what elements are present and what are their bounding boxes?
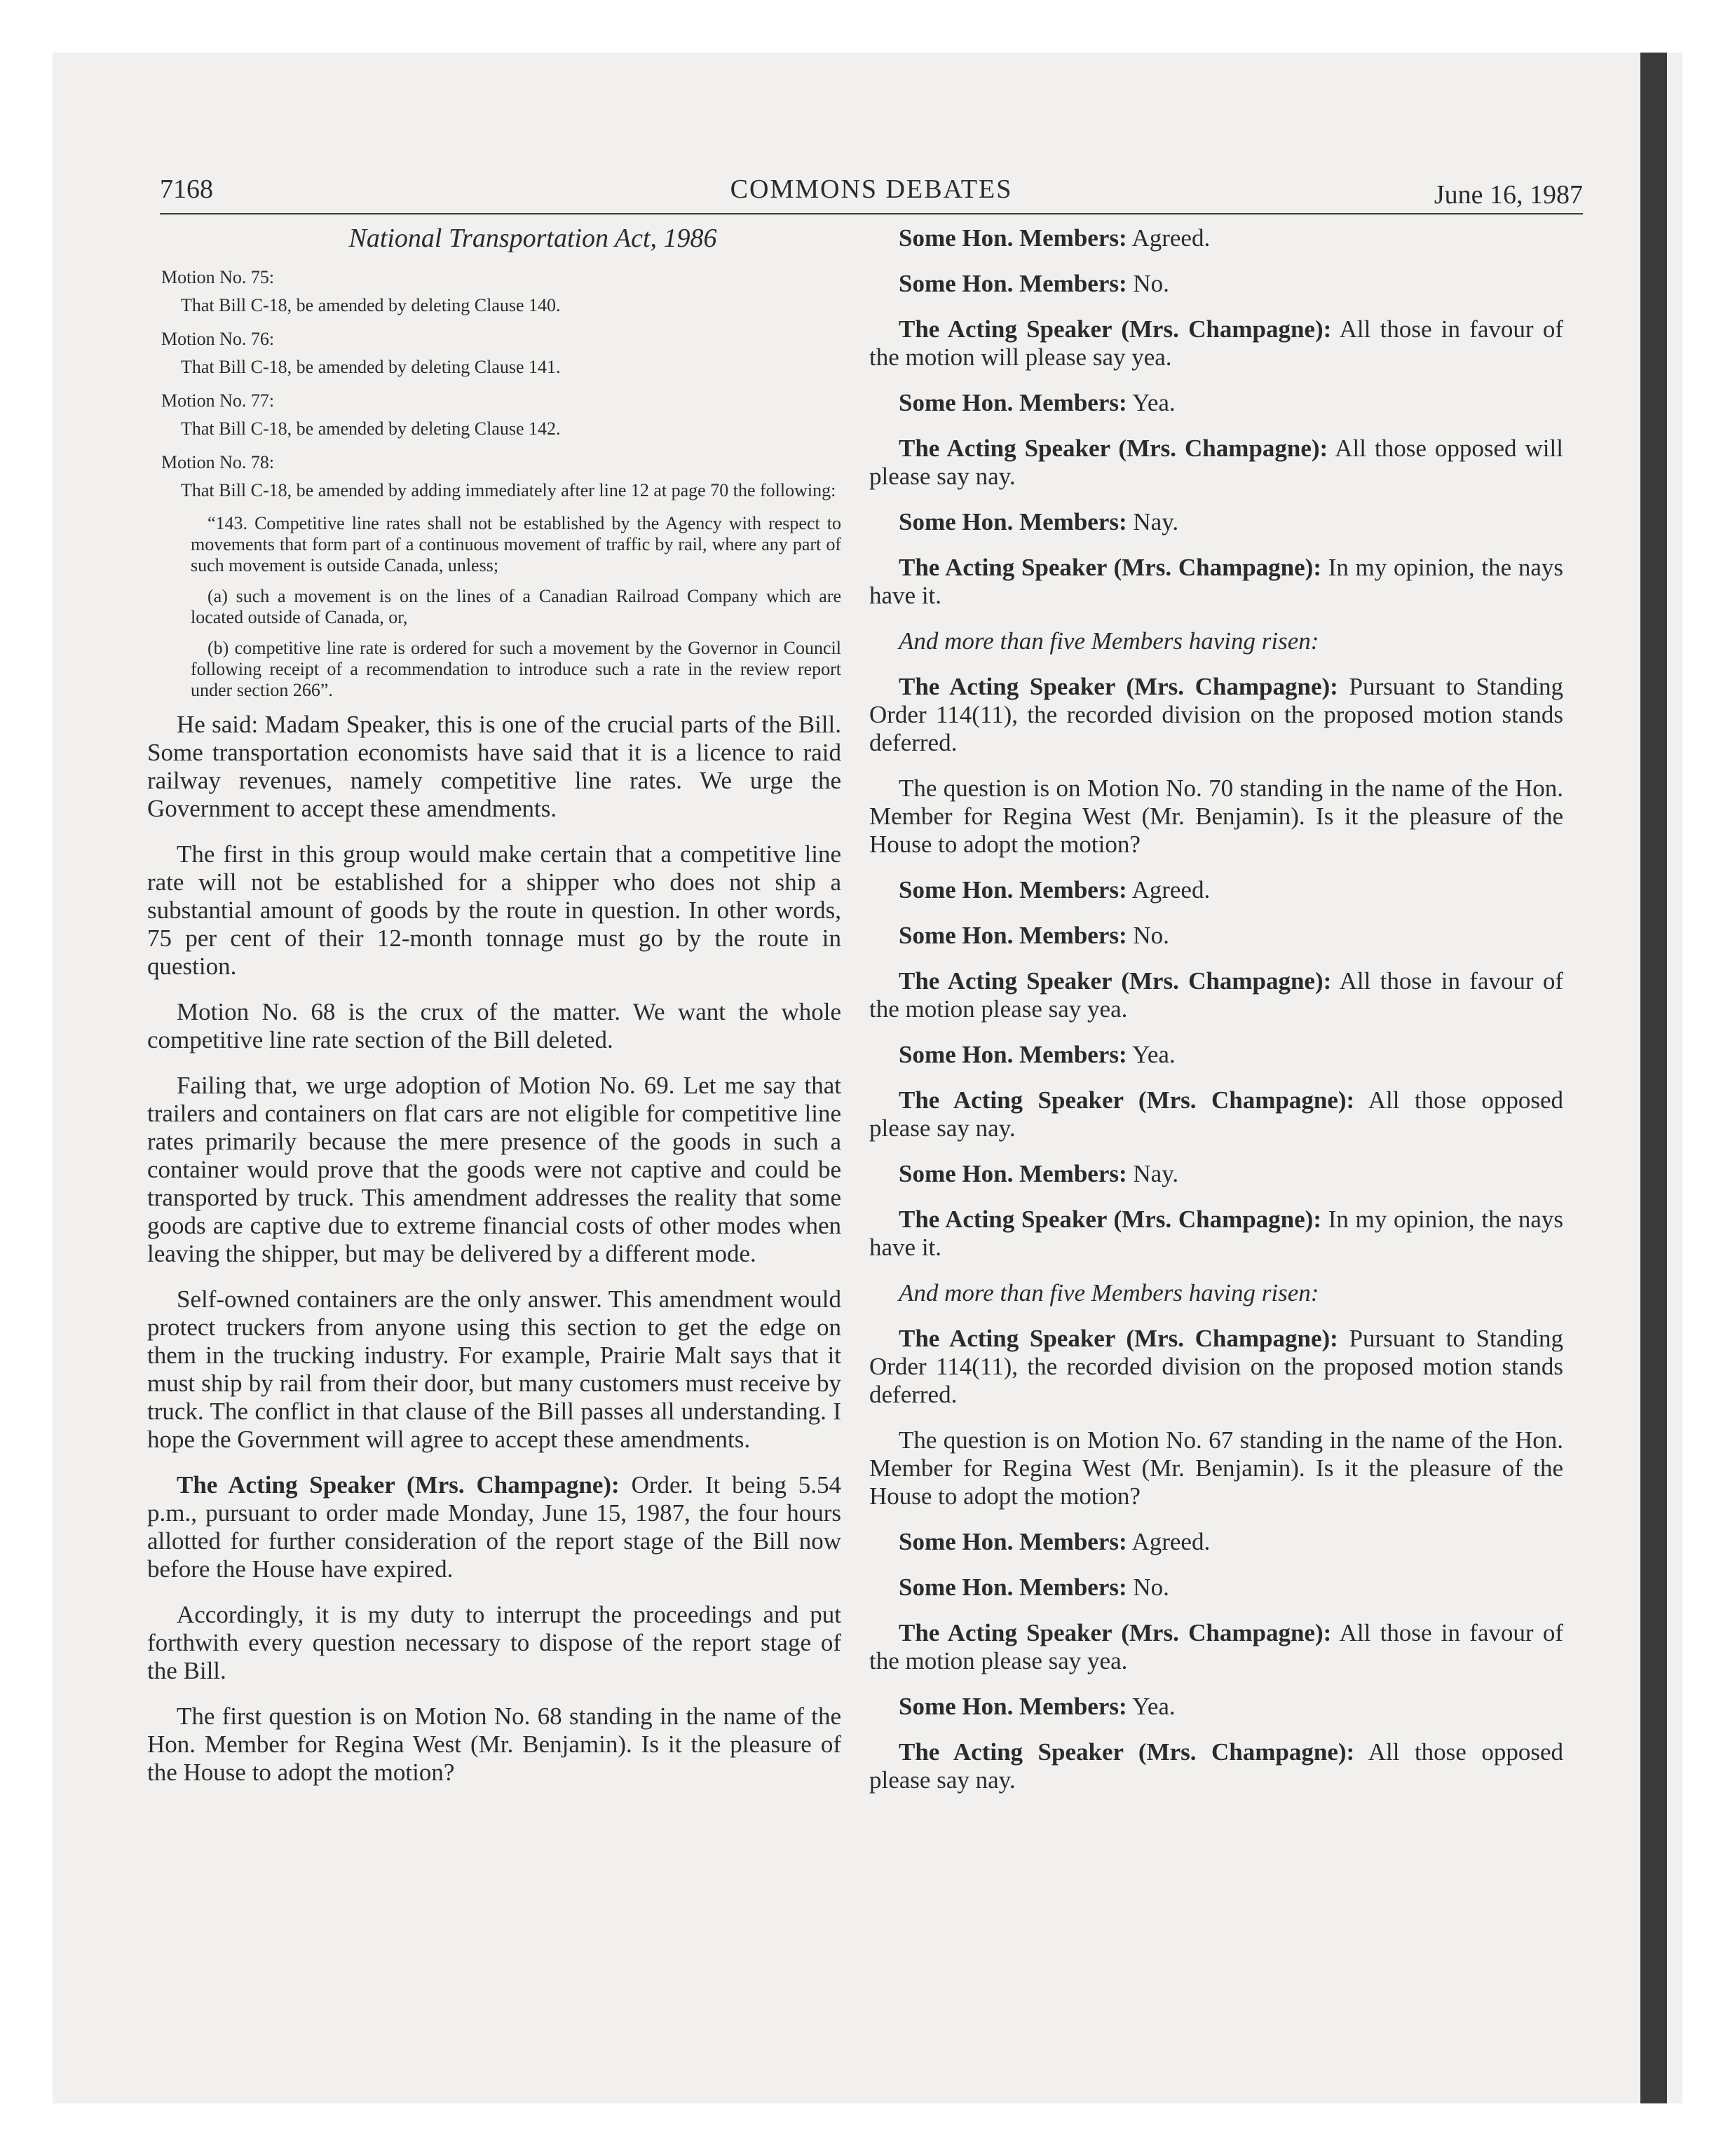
- speaker-name: The Acting Speaker (Mrs. Champagne):: [899, 554, 1321, 581]
- paragraph: The first question is on Motion No. 68 standing in the name of the Hon. Member for Regina West (Mr. Benjamin). Is it the pleasure of the House to adopt the motion?: [147, 1703, 841, 1786]
- speech-text: No.: [1133, 922, 1169, 949]
- speaker-name: The Acting Speaker (Mrs. Champagne):: [899, 1086, 1355, 1114]
- amendment-quote: “143. Competitive line rates shall not be established by the Agency with respect to movements that form part of a continuous movement of traffic by rail, where any part of such movement is outside Canada, unless;: [191, 513, 841, 575]
- speech-text: No.: [1133, 270, 1169, 297]
- speech-text: Yea.: [1132, 389, 1176, 416]
- speech: [869, 1528, 1563, 1556]
- speech-text: Agreed.: [1131, 1528, 1211, 1555]
- speaker-name: The Acting Speaker (Mrs. Champagne):: [177, 1471, 620, 1499]
- speaker-name: Some Hon. Members:: [899, 876, 1127, 903]
- motion-text: That Bill C-18, be amended by deleting Clause 140.: [181, 295, 561, 315]
- speaker-name: Some Hon. Members:: [899, 508, 1127, 535]
- speech: [869, 1693, 1563, 1721]
- paragraph: The question is on Motion No. 70 standing in the name of the Hon. Member for Regina West (Mr. Benjamin). Is it the pleasure of the House to adopt the motion?: [869, 775, 1563, 858]
- paragraph: Motion No. 68 is the crux of the matter. We want the whole competitive line rate section of the Bill deleted.: [147, 998, 841, 1053]
- motion-text: That Bill C-18, be amended by deleting Clause 141.: [181, 357, 561, 377]
- binding-edge: [1640, 53, 1667, 2103]
- speaker-name: Some Hon. Members:: [899, 1574, 1127, 1601]
- running-header: [160, 174, 1583, 214]
- speech: [869, 673, 1563, 757]
- speaker-name: Some Hon. Members:: [899, 1160, 1127, 1187]
- speaker-name: Some Hon. Members:: [899, 270, 1127, 297]
- motion-text: That Bill C-18, be amended by adding immediately after line 12 at page 70 the following:: [181, 480, 836, 500]
- motion-label: Motion No. 75:: [161, 267, 275, 287]
- speech-text: All those opposed please say nay.: [869, 1738, 1563, 1794]
- speaker-name: The Acting Speaker (Mrs. Champagne):: [899, 1206, 1321, 1233]
- speaker-name: Some Hon. Members:: [899, 1528, 1127, 1555]
- speech-text: Pursuant to Standing Order 114(11), the recorded division on the proposed motion stands deferred.: [869, 673, 1563, 756]
- speech: [869, 270, 1563, 298]
- speech: [869, 876, 1563, 904]
- speaker-name: Some Hon. Members:: [899, 389, 1127, 416]
- speech: [869, 224, 1563, 252]
- page-number: 7168: [160, 175, 213, 204]
- speech-text: Nay.: [1133, 508, 1179, 535]
- speech-text: No.: [1133, 1574, 1169, 1601]
- motion-label: Motion No. 77:: [161, 390, 275, 411]
- speaker-name: The Acting Speaker (Mrs. Champagne):: [899, 435, 1328, 462]
- clause-a: (a) such a movement is on the lines of a Canadian Railroad Company which are located outside of Canada, or,: [191, 586, 841, 627]
- speech-text: All those in favour of the motion please say yea.: [869, 967, 1563, 1023]
- speaker-name: The Acting Speaker (Mrs. Champagne):: [899, 1738, 1355, 1766]
- paragraph: The first in this group would make certain that a competitive line rate will not be established for a shipper who does not ship a substantial amount of goods by the route in question. In other words, 75 per cent of their 12-month tonnage must go by the route in question.: [147, 840, 841, 980]
- speech-text: Yea.: [1132, 1693, 1176, 1720]
- speaker-name: Some Hon. Members:: [899, 922, 1127, 949]
- speech: [869, 1619, 1563, 1675]
- speech-text: Pursuant to Standing Order 114(11), the recorded division on the proposed motion stands deferred.: [869, 1325, 1563, 1408]
- speech: [869, 1160, 1563, 1188]
- speech: [869, 1738, 1563, 1794]
- speech-text: Agreed.: [1131, 224, 1211, 252]
- speech-text: In my opinion, the nays have it.: [869, 1206, 1563, 1261]
- motion-label: Motion No. 76:: [161, 329, 275, 349]
- speech: [869, 389, 1563, 417]
- page-date: June 16, 1987: [1434, 180, 1583, 210]
- speech: [869, 1325, 1563, 1409]
- speaker-name: The Acting Speaker (Mrs. Champagne):: [899, 673, 1338, 700]
- speech-text: In my opinion, the nays have it.: [869, 554, 1563, 609]
- left-column: [147, 224, 841, 1804]
- speech-text: All those in favour of the motion will please say yea.: [869, 315, 1563, 371]
- speech: [869, 1086, 1563, 1142]
- right-column: [869, 224, 1563, 1812]
- speech: [869, 1041, 1563, 1069]
- motion-text: That Bill C-18, be amended by deleting Clause 142.: [181, 418, 561, 439]
- speaker-name: Some Hon. Members:: [899, 1693, 1127, 1720]
- speaker-name: The Acting Speaker (Mrs. Champagne):: [899, 967, 1332, 995]
- speaker-name: The Acting Speaker (Mrs. Champagne):: [899, 1325, 1338, 1352]
- publication-title: COMMONS DEBATES: [730, 175, 1013, 204]
- paragraph: The question is on Motion No. 67 standing in the name of the Hon. Member for Regina West (Mr. Benjamin). Is it the pleasure of the House to adopt the motion?: [869, 1426, 1563, 1510]
- paragraph: He said: Madam Speaker, this is one of the crucial parts of the Bill. Some transportation economists have said that it is a licence to raid railway revenues, namely competitive line rates. We urge the Government to accept these amendments.: [147, 711, 841, 822]
- stage-direction: And more than five Members having risen:: [899, 1279, 1319, 1306]
- speech: [869, 1574, 1563, 1602]
- speech: [869, 1206, 1563, 1262]
- section-subtitle: National Transportation Act, 1986: [348, 224, 717, 253]
- speech-text: Order. It being 5.54 p.m., pursuant to order made Monday, June 15, 1987, the four hours allotted for further consideration of the report stage of the Bill now before the House have expired.: [147, 1471, 841, 1583]
- speech: [869, 554, 1563, 610]
- paragraph: Self-owned containers are the only answer. This amendment would protect truckers from anyone using this section to get the edge on them in the trucking industry. For example, Prairie Malt says that it must ship by rail from their door, but many customers must receive by truck. The conflict in that clause of the Bill passes all understanding. I hope the Government will agree to accept these amendments.: [147, 1285, 841, 1453]
- speech-text: All those opposed will please say nay.: [869, 435, 1563, 490]
- paragraph: Failing that, we urge adoption of Motion No. 69. Let me say that trailers and containers on flat cars are not eligible for competitive line rates primarily because the mere presence of the goods in such a container would prove that the goods were not captive and could be transported by truck. This amendment addresses the reality that some goods are captive due to extreme financial costs of other modes when leaving the shipper, but may be delivered by a different mode.: [147, 1072, 841, 1267]
- speech: [869, 922, 1563, 950]
- speech: [869, 508, 1563, 536]
- speech: [869, 435, 1563, 491]
- speech: [869, 315, 1563, 371]
- speech-text: All those in favour of the motion please say yea.: [869, 1619, 1563, 1674]
- speaker-name: Some Hon. Members:: [899, 224, 1127, 252]
- paragraph: Accordingly, it is my duty to interrupt the proceedings and put forthwith every question necessary to dispose of the report stage of the Bill.: [147, 1601, 841, 1684]
- speaker-name: Some Hon. Members:: [899, 1041, 1127, 1068]
- clause-b: (b) competitive line rate is ordered for such a movement by the Governor in Council following receipt of a recommendation to introduce such a rate in the review report under section 266”.: [191, 638, 841, 700]
- motion-label: Motion No. 78:: [161, 452, 275, 472]
- stage-direction: And more than five Members having risen:: [899, 627, 1319, 655]
- speech-text: All those opposed please say nay.: [869, 1086, 1563, 1142]
- speech: [147, 1471, 841, 1583]
- speech-text: Agreed.: [1131, 876, 1211, 903]
- speaker-name: The Acting Speaker (Mrs. Champagne):: [899, 315, 1332, 343]
- speech-text: Nay.: [1133, 1160, 1179, 1187]
- speech: [869, 967, 1563, 1023]
- speaker-name: The Acting Speaker (Mrs. Champagne):: [899, 1619, 1332, 1646]
- speech-text: Yea.: [1132, 1041, 1176, 1068]
